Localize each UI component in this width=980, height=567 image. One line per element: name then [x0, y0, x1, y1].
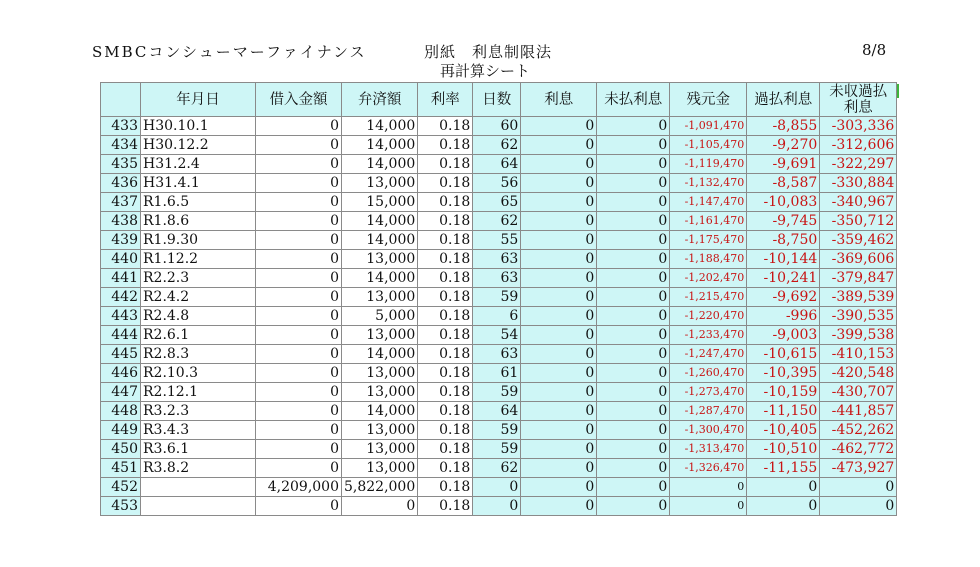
cell-balance: -1,287,470 [670, 402, 747, 421]
cell-borrow: 0 [256, 212, 342, 231]
cell-no: 445 [101, 345, 141, 364]
cell-marker [897, 84, 899, 98]
cell-date [141, 497, 256, 516]
cell-balance: -1,273,470 [670, 383, 747, 402]
cell-over: -10,615 [747, 345, 820, 364]
cell-rate: 0.18 [418, 326, 473, 345]
cell-rate: 0.18 [418, 231, 473, 250]
cell-no: 447 [101, 383, 141, 402]
cell-interest: 0 [521, 231, 597, 250]
cell-repay: 15,000 [342, 193, 418, 212]
cell-repay: 14,000 [342, 136, 418, 155]
cell-days: 63 [473, 250, 521, 269]
cell-rate: 0.18 [418, 269, 473, 288]
cell-days: 0 [473, 497, 521, 516]
cell-no: 443 [101, 307, 141, 326]
cell-rate: 0.18 [418, 440, 473, 459]
cell-no: 450 [101, 440, 141, 459]
cell-no: 448 [101, 402, 141, 421]
table-row [101, 364, 897, 383]
cell-unpaid: 0 [597, 136, 670, 155]
cell-rate: 0.18 [418, 288, 473, 307]
cell-borrow: 0 [256, 117, 342, 136]
column-header: 過払利息 [747, 83, 820, 117]
cell-over: -10,159 [747, 383, 820, 402]
cell-date: R1.6.5 [141, 193, 256, 212]
cell-repay: 13,000 [342, 326, 418, 345]
cell-repay: 14,000 [342, 345, 418, 364]
cell-borrow: 0 [256, 459, 342, 478]
table-row [101, 174, 897, 193]
cell-over: -10,395 [747, 364, 820, 383]
cell-balance: -1,260,470 [670, 364, 747, 383]
table-row [101, 459, 897, 478]
cell-no: 433 [101, 117, 141, 136]
cell-borrow: 0 [256, 231, 342, 250]
table-row [101, 288, 897, 307]
cell-uncollected: 0 [820, 478, 897, 497]
cell-borrow: 0 [256, 326, 342, 345]
company-name: SMBCコンシューマーファイナンス [92, 43, 367, 61]
cell-repay: 14,000 [342, 155, 418, 174]
cell-over: -8,750 [747, 231, 820, 250]
cell-days: 64 [473, 402, 521, 421]
cell-unpaid: 0 [597, 250, 670, 269]
column-header: 利率 [418, 83, 473, 117]
cell-interest: 0 [521, 288, 597, 307]
cell-balance: -1,175,470 [670, 231, 747, 250]
cell-days: 63 [473, 345, 521, 364]
cell-days: 64 [473, 155, 521, 174]
cell-days: 61 [473, 364, 521, 383]
cell-uncollected: -462,772 [820, 440, 897, 459]
cell-rate: 0.18 [418, 212, 473, 231]
cell-interest: 0 [521, 136, 597, 155]
cell-repay: 13,000 [342, 288, 418, 307]
cell-no: 437 [101, 193, 141, 212]
cell-date: R1.9.30 [141, 231, 256, 250]
cell-interest: 0 [521, 193, 597, 212]
cell-date: R2.4.8 [141, 307, 256, 326]
cell-days: 0 [473, 478, 521, 497]
cell-uncollected: -303,336 [820, 117, 897, 136]
cell-interest: 0 [521, 212, 597, 231]
cell-balance: -1,188,470 [670, 250, 747, 269]
cell-repay: 13,000 [342, 383, 418, 402]
cell-rate: 0.18 [418, 364, 473, 383]
table-row [101, 193, 897, 212]
cell-no: 441 [101, 269, 141, 288]
cell-over: -10,083 [747, 193, 820, 212]
page-number: 8/8 [862, 41, 887, 59]
cell-over: -11,155 [747, 459, 820, 478]
cell-days: 55 [473, 231, 521, 250]
cell-over: -8,855 [747, 117, 820, 136]
table-row [101, 117, 897, 136]
cell-unpaid: 0 [597, 459, 670, 478]
cell-borrow: 0 [256, 383, 342, 402]
cell-repay: 14,000 [342, 212, 418, 231]
cell-unpaid: 0 [597, 231, 670, 250]
cell-unpaid: 0 [597, 440, 670, 459]
cell-uncollected: -369,606 [820, 250, 897, 269]
table-row [101, 307, 897, 326]
recalculation-table [100, 82, 897, 516]
cell-days: 60 [473, 117, 521, 136]
cell-interest: 0 [521, 117, 597, 136]
column-header: 年月日 [141, 83, 256, 117]
cell-interest: 0 [521, 269, 597, 288]
cell-interest: 0 [521, 421, 597, 440]
cell-repay: 14,000 [342, 117, 418, 136]
cell-repay: 14,000 [342, 402, 418, 421]
cell-interest: 0 [521, 497, 597, 516]
cell-repay: 13,000 [342, 250, 418, 269]
cell-unpaid: 0 [597, 307, 670, 326]
cell-uncollected: -473,927 [820, 459, 897, 478]
cell-rate: 0.18 [418, 497, 473, 516]
cell-over: -9,270 [747, 136, 820, 155]
cell-unpaid: 0 [597, 117, 670, 136]
cell-interest: 0 [521, 402, 597, 421]
cell-no: 435 [101, 155, 141, 174]
cell-borrow: 0 [256, 174, 342, 193]
cell-date: R2.2.3 [141, 269, 256, 288]
cell-rate: 0.18 [418, 155, 473, 174]
cell-uncollected: -452,262 [820, 421, 897, 440]
cell-days: 62 [473, 212, 521, 231]
cell-date: R2.4.2 [141, 288, 256, 307]
cell-over: -11,150 [747, 402, 820, 421]
cell-days: 59 [473, 288, 521, 307]
cell-repay: 5,000 [342, 307, 418, 326]
cell-uncollected: -430,707 [820, 383, 897, 402]
cell-interest: 0 [521, 364, 597, 383]
cell-interest: 0 [521, 345, 597, 364]
cell-days: 6 [473, 307, 521, 326]
cell-date: R2.6.1 [141, 326, 256, 345]
table-row [101, 136, 897, 155]
cell-date: R3.4.3 [141, 421, 256, 440]
cell-days: 59 [473, 383, 521, 402]
cell-date: R3.6.1 [141, 440, 256, 459]
cell-rate: 0.18 [418, 459, 473, 478]
cell-interest: 0 [521, 383, 597, 402]
column-header: 未払利息 [597, 83, 670, 117]
cell-date: R2.10.3 [141, 364, 256, 383]
cell-uncollected: -340,967 [820, 193, 897, 212]
cell-rate: 0.18 [418, 307, 473, 326]
cell-repay: 5,822,000 [342, 478, 418, 497]
cell-days: 56 [473, 174, 521, 193]
cell-unpaid: 0 [597, 155, 670, 174]
cell-date: R2.12.1 [141, 383, 256, 402]
cell-balance: -1,313,470 [670, 440, 747, 459]
cell-unpaid: 0 [597, 478, 670, 497]
cell-interest: 0 [521, 459, 597, 478]
cell-no: 440 [101, 250, 141, 269]
cell-balance: -1,326,470 [670, 459, 747, 478]
cell-balance: -1,247,470 [670, 345, 747, 364]
cell-no: 444 [101, 326, 141, 345]
cell-balance: -1,091,470 [670, 117, 747, 136]
column-header: 未収過払 利息 [820, 83, 897, 117]
cell-interest: 0 [521, 307, 597, 326]
cell-repay: 0 [342, 497, 418, 516]
cell-borrow: 0 [256, 250, 342, 269]
cell-rate: 0.18 [418, 193, 473, 212]
table-row [101, 345, 897, 364]
cell-uncollected: -350,712 [820, 212, 897, 231]
column-header: 残元金 [670, 83, 747, 117]
cell-repay: 13,000 [342, 364, 418, 383]
cell-rate: 0.18 [418, 345, 473, 364]
cell-no: 446 [101, 364, 141, 383]
cell-unpaid: 0 [597, 345, 670, 364]
cell-repay: 13,000 [342, 459, 418, 478]
cell-no: 442 [101, 288, 141, 307]
cell-no: 453 [101, 497, 141, 516]
cell-balance: -1,233,470 [670, 326, 747, 345]
table-row [101, 440, 897, 459]
cell-uncollected: -389,539 [820, 288, 897, 307]
cell-borrow: 0 [256, 288, 342, 307]
cell-uncollected: -399,538 [820, 326, 897, 345]
cell-rate: 0.18 [418, 136, 473, 155]
cell-rate: 0.18 [418, 478, 473, 497]
column-header: 弁済額 [342, 83, 418, 117]
cell-borrow: 0 [256, 155, 342, 174]
column-header: 利息 [521, 83, 597, 117]
cell-interest: 0 [521, 174, 597, 193]
cell-over: -10,144 [747, 250, 820, 269]
cell-uncollected: 0 [820, 497, 897, 516]
cell-borrow: 0 [256, 345, 342, 364]
cell-repay: 14,000 [342, 231, 418, 250]
cell-unpaid: 0 [597, 497, 670, 516]
cell-borrow: 0 [256, 364, 342, 383]
cell-date: H30.10.1 [141, 117, 256, 136]
cell-uncollected: -410,153 [820, 345, 897, 364]
cell-borrow: 0 [256, 421, 342, 440]
cell-no: 436 [101, 174, 141, 193]
cell-uncollected: -322,297 [820, 155, 897, 174]
cell-uncollected: -379,847 [820, 269, 897, 288]
cell-balance: 0 [670, 497, 747, 516]
cell-uncollected: -330,884 [820, 174, 897, 193]
cell-no: 438 [101, 212, 141, 231]
cell-date: R1.8.6 [141, 212, 256, 231]
cell-rate: 0.18 [418, 250, 473, 269]
cell-interest: 0 [521, 478, 597, 497]
cell-interest: 0 [521, 440, 597, 459]
cell-balance: 0 [670, 478, 747, 497]
cell-date: H31.4.1 [141, 174, 256, 193]
cell-days: 65 [473, 193, 521, 212]
cell-unpaid: 0 [597, 193, 670, 212]
cell-unpaid: 0 [597, 402, 670, 421]
cell-balance: -1,105,470 [670, 136, 747, 155]
cell-no: 452 [101, 478, 141, 497]
cell-repay: 14,000 [342, 269, 418, 288]
cell-unpaid: 0 [597, 174, 670, 193]
cell-days: 59 [473, 421, 521, 440]
cell-uncollected: -441,857 [820, 402, 897, 421]
cell-borrow: 0 [256, 440, 342, 459]
table-row [101, 250, 897, 269]
header-row [101, 83, 897, 117]
cell-over: -9,745 [747, 212, 820, 231]
cell-date: R3.2.3 [141, 402, 256, 421]
cell-borrow: 0 [256, 193, 342, 212]
cell-days: 62 [473, 136, 521, 155]
cell-balance: -1,161,470 [670, 212, 747, 231]
cell-over: -10,241 [747, 269, 820, 288]
cell-date: R1.12.2 [141, 250, 256, 269]
cell-days: 62 [473, 459, 521, 478]
cell-balance: -1,132,470 [670, 174, 747, 193]
cell-repay: 13,000 [342, 174, 418, 193]
cell-repay: 13,000 [342, 440, 418, 459]
cell-date: H31.2.4 [141, 155, 256, 174]
cell-borrow: 4,209,000 [256, 478, 342, 497]
column-header: 日数 [473, 83, 521, 117]
cell-unpaid: 0 [597, 269, 670, 288]
table-row [101, 231, 897, 250]
cell-interest: 0 [521, 155, 597, 174]
sheet-subtitle: 再計算シート [440, 62, 531, 80]
cell-unpaid: 0 [597, 383, 670, 402]
cell-borrow: 0 [256, 402, 342, 421]
cell-days: 63 [473, 269, 521, 288]
cell-over: 0 [747, 497, 820, 516]
column-header: 借入金額 [256, 83, 342, 117]
cell-unpaid: 0 [597, 326, 670, 345]
cell-uncollected: -390,535 [820, 307, 897, 326]
cell-days: 54 [473, 326, 521, 345]
table-row [101, 402, 897, 421]
cell-over: -8,587 [747, 174, 820, 193]
cell-repay: 13,000 [342, 421, 418, 440]
cell-rate: 0.18 [418, 421, 473, 440]
cell-uncollected: -420,548 [820, 364, 897, 383]
table-row [101, 269, 897, 288]
cell-unpaid: 0 [597, 288, 670, 307]
cell-over: -9,691 [747, 155, 820, 174]
cell-no: 449 [101, 421, 141, 440]
cell-borrow: 0 [256, 307, 342, 326]
cell-balance: -1,215,470 [670, 288, 747, 307]
cell-uncollected: -312,606 [820, 136, 897, 155]
cell-date [141, 478, 256, 497]
column-header [101, 83, 141, 117]
cell-rate: 0.18 [418, 383, 473, 402]
table-row [101, 155, 897, 174]
cell-over: -996 [747, 307, 820, 326]
cell-date: H30.12.2 [141, 136, 256, 155]
cell-unpaid: 0 [597, 212, 670, 231]
table-row [101, 421, 897, 440]
cell-balance: -1,147,470 [670, 193, 747, 212]
cell-balance: -1,220,470 [670, 307, 747, 326]
cell-no: 434 [101, 136, 141, 155]
document-title: 別紙 利息制限法 [424, 43, 553, 61]
cell-interest: 0 [521, 326, 597, 345]
cell-balance: -1,119,470 [670, 155, 747, 174]
cell-over: 0 [747, 478, 820, 497]
table-row [101, 212, 897, 231]
cell-borrow: 0 [256, 497, 342, 516]
cell-date: R3.8.2 [141, 459, 256, 478]
table-row [101, 478, 897, 497]
cell-unpaid: 0 [597, 364, 670, 383]
cell-borrow: 0 [256, 269, 342, 288]
cell-balance: -1,202,470 [670, 269, 747, 288]
cell-date: R2.8.3 [141, 345, 256, 364]
cell-over: -10,510 [747, 440, 820, 459]
cell-unpaid: 0 [597, 421, 670, 440]
table-row [101, 383, 897, 402]
cell-interest: 0 [521, 250, 597, 269]
table-row [101, 326, 897, 345]
cell-no: 439 [101, 231, 141, 250]
cell-days: 59 [473, 440, 521, 459]
cell-over: -10,405 [747, 421, 820, 440]
cell-over: -9,692 [747, 288, 820, 307]
cell-rate: 0.18 [418, 402, 473, 421]
cell-uncollected: -359,462 [820, 231, 897, 250]
cell-over: -9,003 [747, 326, 820, 345]
cell-rate: 0.18 [418, 117, 473, 136]
table-row [101, 497, 897, 516]
cell-rate: 0.18 [418, 174, 473, 193]
cell-balance: -1,300,470 [670, 421, 747, 440]
cell-borrow: 0 [256, 136, 342, 155]
cell-no: 451 [101, 459, 141, 478]
